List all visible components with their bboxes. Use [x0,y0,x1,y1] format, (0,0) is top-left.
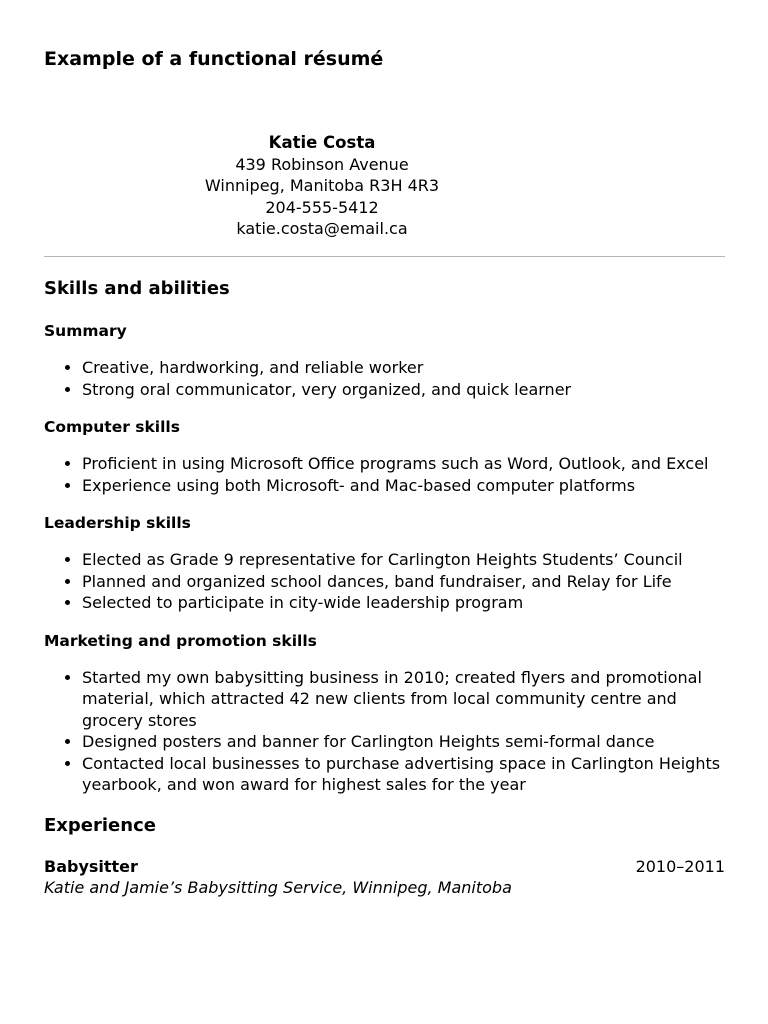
horizontal-divider [44,256,725,257]
job-title: Babysitter [44,856,138,876]
contact-address-line-2: Winnipeg, Manitoba R3H 4R3 [204,176,440,195]
resume-body [44,277,725,899]
marketing-skills-list [44,667,725,796]
experience-section-heading: Experience [44,814,156,836]
summary-list [44,357,725,400]
summary-heading: Summary [44,322,127,340]
contact-phone: 204-555-5412 [265,197,379,217]
computer-skills-list [44,453,725,496]
skills-section-heading: Skills and abilities [44,278,230,299]
leadership-skills-list [44,549,725,614]
job-header-row [44,856,725,878]
marketing-skills-heading: Marketing and promotion skills [44,631,317,650]
list-item: • Elected as Grade 9 representative for Carlington Heights Students’ Council [82,549,725,571]
job-dates: 2010–2011 [635,856,725,876]
list-item: • Started my own babysitting business in 2010; created flyers and promotional material, which attracted 42 new clients from local community centre and grocery stores [82,667,725,732]
leadership-skills-heading: Leadership skills [44,514,191,532]
contact-email: katie.costa@email.ca [236,219,408,238]
contact-block [44,132,600,240]
job-organization: Katie and Jamie’s Babysitting Service, Winnipeg, Manitoba [44,878,512,897]
list-item: • Experience using both Microsoft- and Mac-based computer platforms [82,475,725,497]
list-item: • Contacted local businesses to purchase advertising space in Carlington Heights yearbook, and won award for highest sales for the year [82,753,725,796]
computer-skills-heading: Computer skills [44,418,180,436]
list-item: • Creative, hardworking, and reliable worker [82,357,725,379]
list-item: • Strong oral communicator, very organized, and quick learner [82,379,725,401]
contact-name: Katie Costa [268,133,376,152]
list-item: • Designed posters and banner for Carlington Heights semi-formal dance [82,731,725,753]
document-title: Example of a functional résumé [44,48,384,70]
list-item: • Proficient in using Microsoft Office programs such as Word, Outlook, and Excel [82,453,725,475]
list-item: • Selected to participate in city-wide leadership program [82,592,725,614]
list-item: • Planned and organized school dances, band fundraiser, and Relay for Life [82,571,725,593]
contact-address-line-1: 439 Robinson Avenue [235,154,409,174]
